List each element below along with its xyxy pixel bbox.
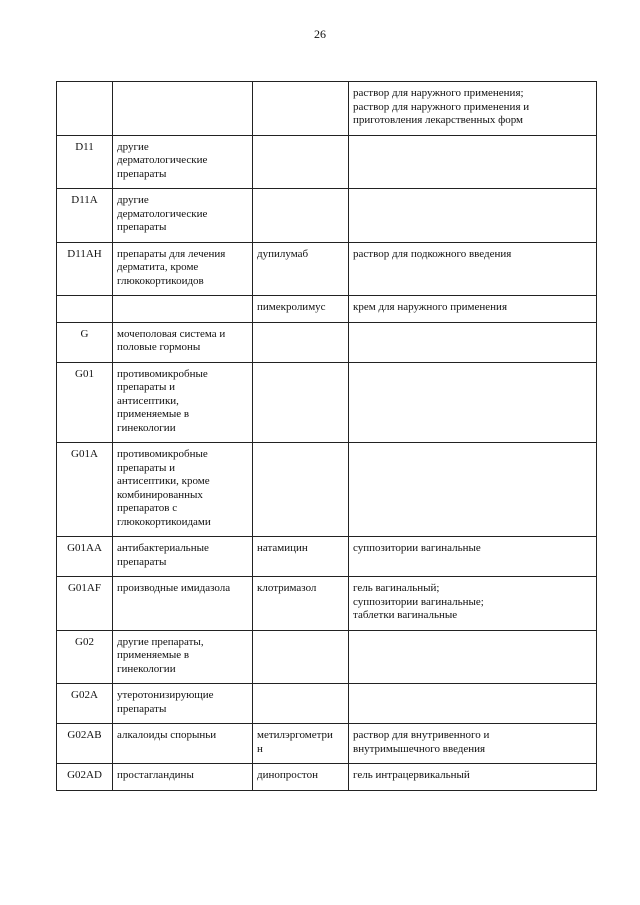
dosage-form-cell: [349, 724, 597, 764]
atc-code-cell: G01: [57, 362, 113, 443]
group-name-line: препараты: [117, 555, 167, 568]
atc-code-cell: G02: [57, 630, 113, 684]
table-row: [57, 362, 597, 443]
dosage-form-cell: [349, 684, 597, 724]
group-name-line: препаратов с: [117, 502, 178, 514]
dosage-form-line: приготовления лекарственных форм: [353, 114, 524, 126]
group-name-line: алкалоиды спорыньи: [117, 729, 217, 741]
group-name-line: гинекологии: [117, 421, 176, 434]
dosage-form-cell: [349, 296, 597, 323]
group-name-line: препараты: [117, 221, 167, 233]
group-name-cell: [113, 135, 253, 189]
table-row: [57, 577, 597, 631]
group-name-line: препараты: [117, 167, 167, 180]
group-name-line: утеротонизирующие: [117, 689, 214, 701]
group-name-line: другие препараты,: [117, 635, 204, 648]
dosage-form-cell: [349, 577, 597, 631]
drug-name-cell: [253, 242, 349, 296]
atc-code-cell: G: [57, 322, 113, 362]
group-name-line: препараты: [117, 702, 167, 715]
drug-name-cell: [253, 82, 349, 136]
group-name-cell: [113, 443, 253, 537]
table-row: [57, 189, 597, 243]
group-name-line: гинекологии: [117, 662, 176, 675]
dosage-form-cell: [349, 630, 597, 684]
atc-code-cell: D11: [57, 135, 113, 189]
table-row: [57, 296, 597, 323]
table-row: [57, 537, 597, 577]
group-name-cell: [113, 242, 253, 296]
group-name-line: дерматита, кроме: [117, 261, 199, 273]
group-name-line: применяемые в: [117, 408, 190, 420]
group-name-cell: [113, 764, 253, 791]
dosage-form-cell: [349, 362, 597, 443]
group-name-cell: [113, 189, 253, 243]
group-name-line: дерматологические: [117, 154, 208, 166]
table-row: [57, 724, 597, 764]
drug-name-line: н: [257, 742, 263, 755]
group-name-line: противомикробные: [117, 367, 208, 380]
group-name-cell: [113, 684, 253, 724]
drug-name-cell: [253, 724, 349, 764]
dosage-form-line: таблетки вагинальные: [353, 609, 458, 621]
drug-name-cell: [253, 322, 349, 362]
atc-code-cell: G02AB: [57, 724, 113, 764]
drug-name-cell: [253, 577, 349, 631]
atc-code-cell: [57, 82, 113, 136]
group-name-cell: [113, 362, 253, 443]
drug-name-cell: [253, 135, 349, 189]
table-row: [57, 242, 597, 296]
dosage-form-line: раствор для подкожного введения: [353, 247, 512, 260]
group-name-line: производные имидазола: [117, 582, 231, 594]
drug-name-cell: [253, 189, 349, 243]
dosage-form-line: суппозитории вагинальные: [353, 542, 481, 554]
drug-name-line: пимекролимус: [257, 301, 326, 313]
dosage-form-line: раствор для наружного применения и: [353, 100, 530, 113]
atc-code-cell: G02AD: [57, 764, 113, 791]
atc-code-cell: [57, 296, 113, 323]
dosage-form-cell: [349, 82, 597, 136]
dosage-form-line: суппозитории вагинальные;: [353, 595, 484, 608]
group-name-line: препараты и: [117, 461, 175, 474]
group-name-line: препараты и: [117, 381, 175, 393]
dosage-form-line: крем для наружного применения: [353, 301, 508, 313]
dosage-form-cell: [349, 189, 597, 243]
group-name-line: глюкокортикоидами: [117, 515, 211, 528]
drug-name-line: натамицин: [257, 542, 308, 554]
group-name-line: дерматологические: [117, 207, 208, 220]
drug-name-cell: [253, 443, 349, 537]
dosage-form-cell: [349, 443, 597, 537]
drug-name-cell: [253, 630, 349, 684]
group-name-line: комбинированных: [117, 488, 203, 501]
dosage-form-line: раствор для внутривенного и: [353, 729, 490, 741]
atc-code-cell: G01AF: [57, 577, 113, 631]
page-number: 26: [314, 27, 326, 41]
drug-name-cell: [253, 684, 349, 724]
group-name-line: простагландины: [117, 769, 194, 781]
table-row: [57, 135, 597, 189]
dosage-form-line: гель интрацервикальный: [353, 769, 470, 781]
dosage-form-cell: [349, 322, 597, 362]
table-row: [57, 630, 597, 684]
drug-name-cell: [253, 296, 349, 323]
dosage-form-cell: [349, 764, 597, 791]
table-row: [57, 322, 597, 362]
group-name-line: препараты для лечения: [117, 247, 226, 260]
table-row: [57, 684, 597, 724]
group-name-cell: [113, 577, 253, 631]
atc-code-cell: D11AH: [57, 242, 113, 296]
group-name-line: половые гормоны: [117, 341, 201, 353]
group-name-cell: [113, 537, 253, 577]
atc-code-cell: G01AA: [57, 537, 113, 577]
drug-name-cell: [253, 362, 349, 443]
group-name-line: антибактериальные: [117, 542, 209, 554]
group-name-line: мочеполовая система и: [117, 327, 226, 340]
atc-code-cell: D11A: [57, 189, 113, 243]
atc-code-cell: G02A: [57, 684, 113, 724]
group-name-cell: [113, 724, 253, 764]
drug-name-line: дупилумаб: [257, 247, 309, 260]
table-row: [57, 443, 597, 537]
group-name-cell: [113, 630, 253, 684]
group-name-line: другие: [117, 194, 149, 206]
dosage-form-line: раствор для наружного применения;: [353, 87, 524, 99]
dosage-form-cell: [349, 242, 597, 296]
dosage-form-cell: [349, 537, 597, 577]
atc-code-cell: G01A: [57, 443, 113, 537]
drug-name-line: клотримазол: [257, 582, 317, 594]
group-name-cell: [113, 82, 253, 136]
drug-name-line: динопростон: [257, 769, 318, 781]
group-name-line: применяемые в: [117, 649, 190, 661]
dosage-form-line: внутримышечного введения: [353, 742, 486, 755]
table-row: [57, 82, 597, 136]
drug-name-cell: [253, 764, 349, 791]
drug-name-cell: [253, 537, 349, 577]
table-row: [57, 764, 597, 791]
group-name-cell: [113, 296, 253, 323]
group-name-line: противомикробные: [117, 448, 208, 460]
table-body: [57, 82, 597, 791]
group-name-line: глюкокортикоидов: [117, 274, 204, 287]
drug-table: [56, 81, 597, 791]
group-name-line: антисептики,: [117, 394, 179, 407]
dosage-form-line: гель вагинальный;: [353, 582, 440, 594]
group-name-line: другие: [117, 140, 149, 153]
drug-name-line: метилэргометри: [257, 729, 333, 741]
group-name-cell: [113, 322, 253, 362]
dosage-form-cell: [349, 135, 597, 189]
group-name-line: антисептики, кроме: [117, 475, 210, 487]
